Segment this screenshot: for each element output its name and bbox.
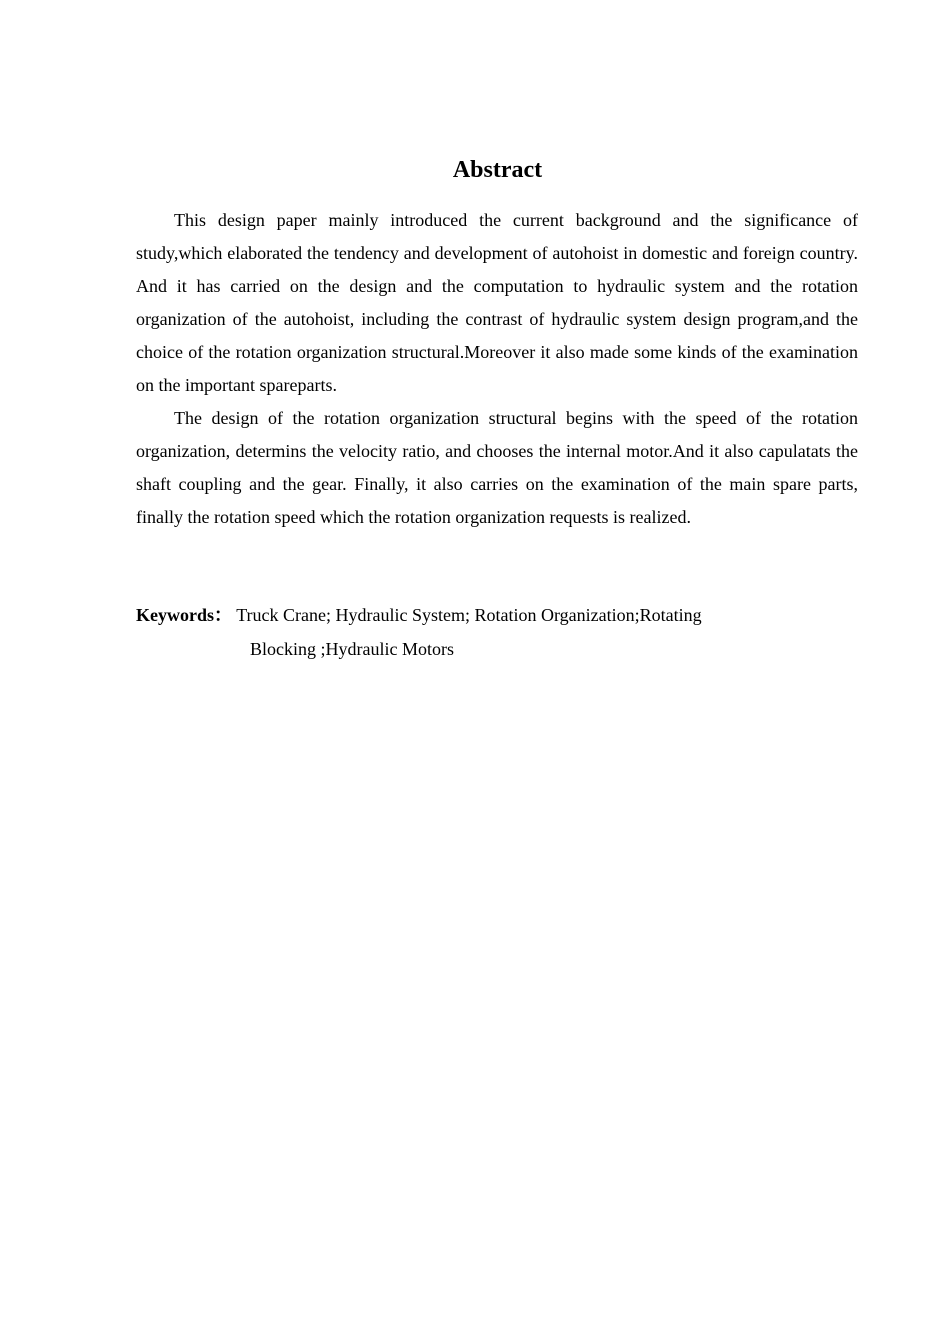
keywords-label: Keywords： [136, 605, 232, 625]
abstract-title: Abstract [452, 157, 543, 183]
keywords-line-2: Blocking ;Hydraulic Motors [250, 639, 454, 659]
abstract-body [136, 204, 858, 534]
abstract-paragraph-2: The design of the rotation organization structural begins with the speed of the rotation organization, determins the velocity ratio, and chooses the internal motor.And it also capulatats the shaft coupling and the gear. Finally, it also carries on the examination of the main spare parts, finally the rotation speed which the rotation organization requests is realized. [136, 408, 858, 527]
keywords-line-1: Truck Crane; Hydraulic System; Rotation Organization;Rotating [236, 605, 702, 625]
abstract-paragraph-1: This design paper mainly introduced the current background and the significance of study,which elaborated the tendency and development of autohoist in domestic and foreign country. And it has carried on the design and the computation to hydraulic system and the rotation organization of the autohoist, including the contrast of hydraulic system design program,and the choice of the rotation organization structural.Moreover it also made some kinds of the examination on the important spareparts. [136, 210, 858, 395]
keywords-block [136, 598, 858, 666]
